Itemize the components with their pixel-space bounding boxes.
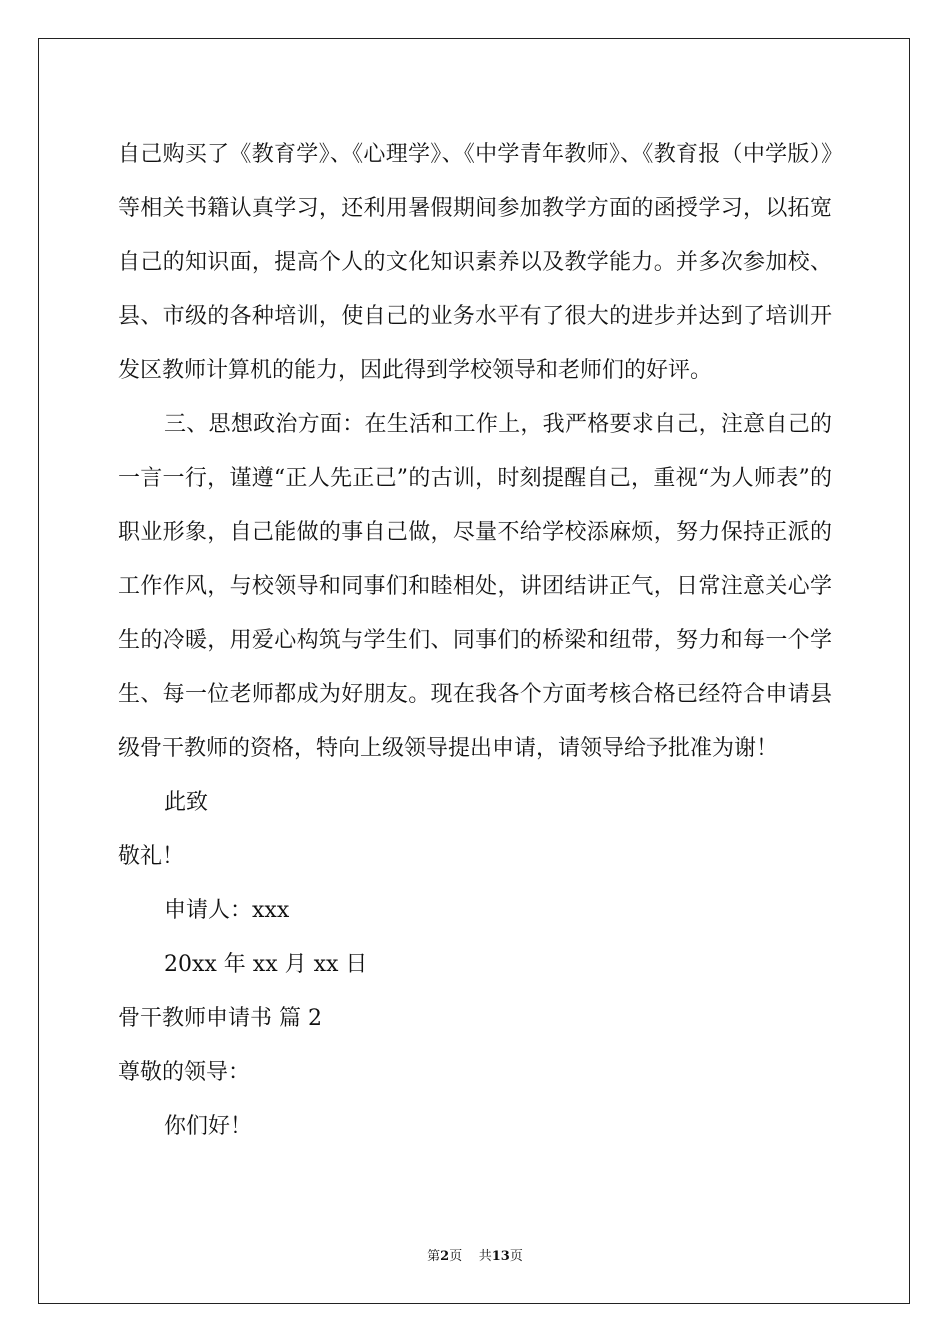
footer-page-suffix: 页 共 bbox=[449, 1249, 492, 1264]
date-line: 20xx 年 xx 月 xx 日 bbox=[164, 952, 368, 977]
closing-jing-li: 敬礼！ bbox=[118, 844, 185, 869]
page-footer bbox=[0, 1245, 950, 1264]
footer-total-pages: 13 bbox=[491, 1249, 510, 1264]
closing-ci-zhi: 此致 bbox=[164, 790, 209, 815]
salutation: 尊敬的领导： bbox=[118, 1060, 251, 1085]
greeting: 你们好！ bbox=[164, 1114, 253, 1139]
paragraph-2: 三、思想政治方面：在生活和工作上，我严格要求自己，注意自己的一言一行，谨遵“正人先正己”的古训，时刻提醒自己，重视“为人师表”的职业形象，自己能做的事自己做，尽量不给学校添麻烦，努力保持正派的工作作风，与校领导和同事们和睦相处，讲团结讲正气，日常注意关心学生的冷暖，用爱心构筑与学生们、同事们的桥梁和纽带，努力和每一个学生、每一位老师都成为好朋友。现在我各个方面考核合格已经符合申请县级骨干教师的资格，特向上级领导提出申请，请领导给予批准为谢！ bbox=[118, 412, 832, 761]
footer-total-suffix: 页 bbox=[509, 1249, 523, 1264]
document-body bbox=[118, 128, 832, 1154]
footer-page-number: 2 bbox=[440, 1249, 450, 1264]
paragraph-1: 自己购买了《教育学》、《心理学》、《中学青年教师》、《教育报（中学版）》等相关书籍认真学习，还利用暑假期间参加教学方面的函授学习，以拓宽自己的知识面，提高个人的文化知识素养以及教学能力。并多次参加校、县、市级的各种培训，使自己的业务水平有了很大的进步并达到了培训开发区教师计算机的能力，因此得到学校领导和老师们的好评。 bbox=[118, 142, 832, 383]
footer-page-prefix: 第 bbox=[427, 1249, 441, 1264]
applicant-line: 申请人：xxx bbox=[164, 898, 290, 923]
section-title: 骨干教师申请书 篇 2 bbox=[118, 1006, 322, 1031]
